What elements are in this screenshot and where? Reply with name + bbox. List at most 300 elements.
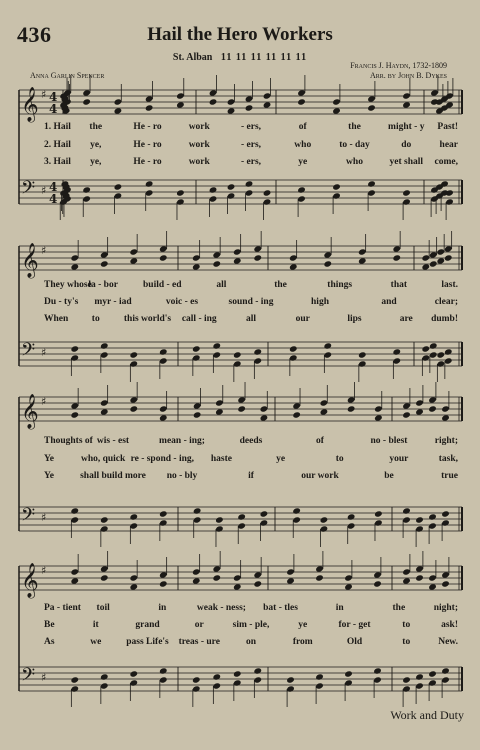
lyric-syllable: weak - ness; bbox=[196, 603, 246, 613]
lyric-syllable: all bbox=[216, 280, 227, 290]
tenor-note bbox=[320, 516, 329, 523]
tenor-note bbox=[192, 676, 201, 683]
alto-note bbox=[159, 254, 168, 261]
lyric-syllable: ye bbox=[276, 454, 286, 464]
bass-note bbox=[415, 525, 424, 532]
alto-note bbox=[428, 405, 437, 412]
bass-note bbox=[159, 519, 168, 526]
lyric-syllable: ye bbox=[298, 620, 308, 630]
bass-note bbox=[402, 198, 411, 205]
tenor-note bbox=[100, 342, 109, 349]
lyric-syllable: wis - est bbox=[96, 436, 130, 446]
alto-note bbox=[227, 107, 236, 114]
soprano-note bbox=[373, 571, 382, 578]
soprano-note bbox=[415, 565, 424, 572]
lyric-syllable: the bbox=[392, 603, 406, 613]
soprano-note bbox=[82, 89, 91, 96]
alto-note bbox=[373, 580, 382, 587]
tenor-note bbox=[286, 676, 295, 683]
lyric-syllable: no - blest bbox=[370, 436, 408, 446]
tenor-note bbox=[436, 351, 445, 358]
bass-note bbox=[129, 360, 138, 367]
bass-note bbox=[227, 192, 236, 199]
alto-note bbox=[289, 263, 298, 270]
alto-note bbox=[344, 583, 353, 590]
alto-note bbox=[415, 408, 424, 415]
bass-note bbox=[374, 519, 383, 526]
author-credit: Anna Garlin Spencer bbox=[30, 71, 105, 80]
bass-clef-icon: 𝄢 bbox=[21, 505, 36, 530]
alto-note bbox=[100, 260, 109, 267]
soprano-note bbox=[114, 98, 123, 105]
lyric-syllable: Pa - tient bbox=[44, 603, 81, 613]
alto-note bbox=[100, 408, 109, 415]
lyric-syllable: yet shall bbox=[389, 157, 424, 167]
lyric-syllable: things bbox=[327, 280, 353, 290]
hymn-number: 436 bbox=[17, 22, 52, 47]
lyric-syllable: work bbox=[188, 140, 210, 150]
sharp-icon: ♯ bbox=[41, 88, 47, 101]
lyric-syllable: treas - ure bbox=[178, 637, 220, 647]
lyric-syllable: high bbox=[311, 297, 329, 307]
tenor-note bbox=[367, 180, 376, 187]
alto-note bbox=[159, 414, 168, 421]
bass-note bbox=[100, 682, 109, 689]
alto-note bbox=[233, 257, 242, 264]
bass-note bbox=[70, 354, 79, 361]
lyric-syllable: no - bly bbox=[166, 471, 198, 481]
time-signature: 4 bbox=[49, 180, 58, 194]
alto-note bbox=[421, 263, 430, 270]
alto-note bbox=[297, 98, 306, 105]
alto-note bbox=[215, 408, 224, 415]
tenor-note bbox=[315, 673, 324, 680]
lyric-syllable: are bbox=[399, 314, 413, 324]
soprano-note bbox=[227, 98, 236, 105]
lyric-syllable: or bbox=[194, 620, 204, 630]
alto-note bbox=[441, 580, 450, 587]
bass-note bbox=[253, 357, 262, 364]
time-signature: 4 bbox=[49, 102, 58, 116]
lyric-syllable: night; bbox=[433, 603, 458, 613]
lyric-syllable: - ers, bbox=[240, 140, 262, 150]
bass-note bbox=[100, 351, 109, 358]
lyric-syllable: grand bbox=[135, 620, 160, 630]
lyric-syllable: Be bbox=[44, 620, 55, 630]
tenor-note bbox=[215, 516, 224, 523]
soprano-note bbox=[193, 402, 202, 409]
sharp-icon: ♯ bbox=[41, 395, 47, 408]
sharp-icon: ♯ bbox=[41, 346, 47, 359]
bass-note bbox=[428, 522, 437, 529]
tenor-note bbox=[193, 507, 202, 514]
tenor-note bbox=[159, 510, 168, 517]
bass-note bbox=[347, 522, 356, 529]
tenor-note bbox=[237, 513, 246, 520]
alto-note bbox=[286, 577, 295, 584]
lyric-syllable: ye, bbox=[90, 140, 102, 150]
lyric-syllable: to bbox=[91, 314, 100, 324]
lyric-syllable: Ye bbox=[44, 454, 55, 464]
soprano-note bbox=[320, 399, 329, 406]
alto-note bbox=[176, 101, 185, 108]
time-signature: 4 bbox=[49, 192, 58, 206]
bass-note bbox=[315, 682, 324, 689]
lyric-syllable: in bbox=[335, 603, 344, 613]
bass-note bbox=[421, 354, 430, 361]
tenor-note bbox=[444, 348, 453, 355]
lyric-syllable: Ye bbox=[44, 471, 55, 481]
sharp-icon: ♯ bbox=[41, 184, 47, 197]
soprano-note bbox=[430, 89, 439, 96]
bass-note bbox=[100, 525, 109, 532]
alto-note bbox=[212, 574, 221, 581]
tenor-note bbox=[100, 673, 109, 680]
tenor-note bbox=[233, 351, 242, 358]
bass-clef-icon: 𝄢 bbox=[21, 665, 36, 690]
soprano-note bbox=[70, 402, 79, 409]
soprano-note bbox=[428, 396, 437, 403]
sharp-icon: ♯ bbox=[41, 244, 47, 257]
bass-note bbox=[441, 676, 450, 683]
soprano-note bbox=[436, 248, 445, 255]
soprano-note bbox=[344, 574, 353, 581]
tenor-note bbox=[114, 183, 123, 190]
alto-note bbox=[260, 414, 269, 421]
bass-note bbox=[70, 516, 79, 523]
alto-note bbox=[441, 414, 450, 421]
soprano-note bbox=[215, 399, 224, 406]
alto-note bbox=[429, 260, 438, 267]
soprano-note bbox=[145, 95, 154, 102]
bass-note bbox=[212, 682, 221, 689]
lyric-syllable: the bbox=[274, 280, 287, 290]
soprano-note bbox=[100, 565, 109, 572]
bass-note bbox=[428, 679, 437, 686]
lyric-syllable: - ers, bbox=[240, 157, 262, 167]
tenor-note bbox=[129, 670, 138, 677]
lyric-syllable: if bbox=[248, 471, 254, 481]
tenor-note bbox=[445, 189, 454, 196]
tenor-note bbox=[192, 345, 201, 352]
tenor-note bbox=[145, 180, 154, 187]
tenor-note bbox=[212, 673, 221, 680]
soprano-note bbox=[129, 396, 138, 403]
bass-note bbox=[159, 357, 168, 364]
alto-note bbox=[402, 101, 411, 108]
bass-note bbox=[193, 516, 202, 523]
lyric-syllable: do bbox=[401, 140, 412, 150]
lyric-syllable: clear; bbox=[434, 297, 458, 307]
bass-note bbox=[429, 351, 438, 358]
lyric-syllable: our work bbox=[301, 471, 339, 481]
lyric-syllable: in bbox=[158, 603, 167, 613]
lyric-syllable: this world's bbox=[123, 314, 172, 324]
lyric-syllable: to bbox=[335, 454, 344, 464]
bass-note bbox=[215, 525, 224, 532]
arranger-credit: Arr. by John B. Dykes bbox=[369, 71, 447, 80]
alto-note bbox=[129, 257, 138, 264]
treble-clef-icon: 𝄞 bbox=[21, 563, 39, 598]
bass-note bbox=[212, 351, 221, 358]
tenor-note bbox=[233, 670, 242, 677]
soprano-note bbox=[100, 251, 109, 258]
tune-meter: 11 11 11 11 11 11 bbox=[220, 52, 308, 63]
bass-note bbox=[233, 360, 242, 367]
soprano-note bbox=[129, 248, 138, 255]
soprano-note bbox=[233, 574, 242, 581]
tenor-note bbox=[358, 351, 367, 358]
soprano-note bbox=[260, 405, 269, 412]
tenor-note bbox=[347, 513, 356, 520]
alto-note bbox=[415, 574, 424, 581]
bass-note bbox=[373, 676, 382, 683]
bass-note bbox=[145, 189, 154, 196]
lyric-syllable: of bbox=[316, 436, 324, 446]
soprano-note bbox=[297, 89, 306, 96]
lyric-syllable: toil bbox=[96, 603, 110, 613]
alto-note bbox=[428, 583, 437, 590]
lyric-syllable: work bbox=[188, 157, 210, 167]
soprano-note bbox=[367, 95, 376, 102]
lyric-syllable: sim - ple, bbox=[232, 620, 270, 630]
tenor-note bbox=[212, 342, 221, 349]
alto-note bbox=[347, 405, 356, 412]
lyric-syllable: - ers, bbox=[240, 122, 262, 132]
lyric-syllable: dumb! bbox=[431, 314, 458, 324]
lyric-syllable: to - day bbox=[339, 140, 370, 150]
bass-note bbox=[441, 519, 450, 526]
bass-note bbox=[233, 679, 242, 686]
lyric-syllable: Du - ty's bbox=[44, 297, 79, 307]
tenor-note bbox=[82, 186, 91, 193]
bass-note bbox=[292, 516, 301, 523]
soprano-note bbox=[129, 574, 138, 581]
lyric-syllable: Past! bbox=[437, 122, 458, 132]
lyric-syllable: He - ro bbox=[133, 122, 162, 132]
topic-footer: Work and Duty bbox=[390, 708, 464, 722]
alto-note bbox=[263, 101, 272, 108]
alto-note bbox=[145, 104, 154, 111]
bass-note bbox=[82, 195, 91, 202]
lyric-syllable: voic - es bbox=[165, 297, 199, 307]
lyric-syllable: build - ed bbox=[143, 280, 182, 290]
lyric-syllable: last. bbox=[441, 280, 458, 290]
soprano-note bbox=[415, 399, 424, 406]
tenor-note bbox=[227, 183, 236, 190]
bass-note bbox=[286, 685, 295, 692]
bass-note bbox=[320, 525, 329, 532]
tenor-note bbox=[374, 510, 383, 517]
lyric-syllable: He - ro bbox=[133, 140, 162, 150]
soprano-note bbox=[292, 402, 301, 409]
lyric-syllable: When bbox=[44, 314, 69, 324]
soprano-note bbox=[323, 251, 332, 258]
alto-note bbox=[402, 577, 411, 584]
soprano-note bbox=[315, 565, 324, 572]
alto-note bbox=[114, 107, 123, 114]
lyric-syllable: 3. Hail bbox=[44, 157, 71, 167]
lyric-syllable: la - bor bbox=[88, 280, 118, 290]
bass-note bbox=[253, 676, 262, 683]
lyric-syllable: who bbox=[294, 140, 312, 150]
lyric-syllable: ye, bbox=[90, 157, 102, 167]
alto-note bbox=[233, 583, 242, 590]
alto-note bbox=[237, 405, 246, 412]
soprano-note bbox=[192, 568, 201, 575]
tenor-note bbox=[421, 345, 430, 352]
bass-clef-icon: 𝄢 bbox=[21, 178, 36, 203]
soprano-note bbox=[70, 568, 79, 575]
tenor-note bbox=[129, 513, 138, 520]
alto-note bbox=[292, 411, 301, 418]
lyric-syllable: for - get bbox=[338, 620, 371, 630]
alto-note bbox=[192, 577, 201, 584]
soprano-note bbox=[192, 254, 201, 261]
bass-note bbox=[209, 195, 218, 202]
bass-note bbox=[444, 357, 453, 364]
soprano-note bbox=[253, 571, 262, 578]
alto-note bbox=[402, 411, 411, 418]
alto-note bbox=[129, 583, 138, 590]
tenor-note bbox=[402, 676, 411, 683]
tenor-note bbox=[344, 670, 353, 677]
tenor-note bbox=[253, 348, 262, 355]
lyric-syllable: pass Life's bbox=[126, 637, 169, 647]
lyric-syllable: mean - ing; bbox=[159, 436, 205, 446]
soprano-note bbox=[212, 565, 221, 572]
lyric-syllable: ask! bbox=[441, 620, 458, 630]
alto-note bbox=[209, 98, 218, 105]
tenor-note bbox=[129, 351, 138, 358]
soprano-note bbox=[263, 92, 272, 99]
soprano-note bbox=[212, 251, 221, 258]
bass-note bbox=[358, 360, 367, 367]
lyric-syllable: task, bbox=[438, 454, 458, 464]
tenor-note bbox=[260, 510, 269, 517]
bass-note bbox=[332, 192, 341, 199]
alto-note bbox=[367, 104, 376, 111]
lyric-syllable: deeds bbox=[239, 436, 263, 446]
soprano-note bbox=[374, 405, 383, 412]
tenor-note bbox=[402, 189, 411, 196]
alto-note bbox=[193, 411, 202, 418]
bass-note bbox=[263, 198, 272, 205]
alto-note bbox=[70, 577, 79, 584]
treble-clef-icon: 𝄞 bbox=[21, 87, 39, 122]
soprano-note bbox=[237, 396, 246, 403]
soprano-note bbox=[253, 245, 262, 252]
soprano-note bbox=[402, 402, 411, 409]
lyric-syllable: As bbox=[44, 637, 55, 647]
tenor-note bbox=[441, 510, 450, 517]
bass-note bbox=[445, 198, 454, 205]
bass-note bbox=[237, 522, 246, 529]
tenor-note bbox=[245, 180, 254, 187]
alto-note bbox=[392, 254, 401, 261]
bass-note bbox=[392, 357, 401, 364]
lyric-syllable: Old bbox=[346, 637, 363, 647]
lyric-syllable: all bbox=[245, 314, 257, 324]
lyric-syllable: call - ing bbox=[181, 314, 217, 324]
bass-note bbox=[297, 195, 306, 202]
bass-note bbox=[192, 354, 201, 361]
soprano-note bbox=[347, 396, 356, 403]
treble-clef-icon: 𝄞 bbox=[21, 243, 39, 278]
alto-note bbox=[245, 104, 254, 111]
alto-note bbox=[436, 257, 445, 264]
soprano-note bbox=[429, 251, 438, 258]
sharp-icon: ♯ bbox=[41, 671, 47, 684]
tenor-note bbox=[70, 676, 79, 683]
soprano-note bbox=[159, 405, 168, 412]
tenor-note bbox=[323, 342, 332, 349]
alto-note bbox=[323, 260, 332, 267]
soprano-note bbox=[428, 574, 437, 581]
lyric-syllable: of bbox=[298, 122, 307, 132]
bass-note bbox=[245, 189, 254, 196]
alto-note bbox=[70, 263, 79, 270]
soprano-note bbox=[100, 399, 109, 406]
alto-note bbox=[159, 580, 168, 587]
alto-note bbox=[100, 574, 109, 581]
tenor-note bbox=[70, 345, 79, 352]
composer-credit: Francis J. Haydn, 1732-1809 bbox=[350, 61, 447, 70]
sharp-icon: ♯ bbox=[41, 511, 47, 524]
soprano-note bbox=[289, 254, 298, 261]
soprano-note bbox=[332, 98, 341, 105]
alto-note bbox=[332, 107, 341, 114]
bass-note bbox=[415, 682, 424, 689]
tenor-note bbox=[70, 507, 79, 514]
lyric-syllable: work bbox=[188, 122, 210, 132]
soprano-note bbox=[159, 245, 168, 252]
lyric-syllable: true bbox=[441, 471, 458, 481]
alto-note bbox=[82, 98, 91, 105]
lyric-syllable: haste bbox=[210, 454, 232, 464]
tenor-note bbox=[392, 348, 401, 355]
tenor-note bbox=[415, 673, 424, 680]
lyric-syllable: be bbox=[384, 471, 394, 481]
bass-note bbox=[260, 519, 269, 526]
lyric-syllable: who, quick bbox=[80, 454, 126, 464]
tenor-note bbox=[415, 516, 424, 523]
alto-note bbox=[374, 414, 383, 421]
tenor-note bbox=[332, 183, 341, 190]
soprano-note bbox=[444, 245, 453, 252]
tenor-note bbox=[297, 186, 306, 193]
bass-note bbox=[192, 685, 201, 692]
alto-note bbox=[253, 254, 262, 261]
bass-note bbox=[402, 685, 411, 692]
lyric-syllable: come, bbox=[434, 157, 458, 167]
tenor-note bbox=[292, 507, 301, 514]
lyric-syllable: the bbox=[89, 122, 103, 132]
soprano-note bbox=[441, 571, 450, 578]
lyric-syllable: re - spond - ing, bbox=[130, 454, 194, 464]
alto-note bbox=[320, 408, 329, 415]
tenor-note bbox=[263, 189, 272, 196]
soprano-note bbox=[245, 95, 254, 102]
lyric-syllable: we bbox=[90, 637, 102, 647]
lyric-syllable: right; bbox=[434, 436, 458, 446]
lyric-syllable: might - y bbox=[388, 122, 425, 132]
tenor-note bbox=[429, 342, 438, 349]
lyric-syllable: who bbox=[346, 157, 363, 167]
soprano-note bbox=[176, 92, 185, 99]
bass-note bbox=[114, 192, 123, 199]
alto-note bbox=[129, 405, 138, 412]
